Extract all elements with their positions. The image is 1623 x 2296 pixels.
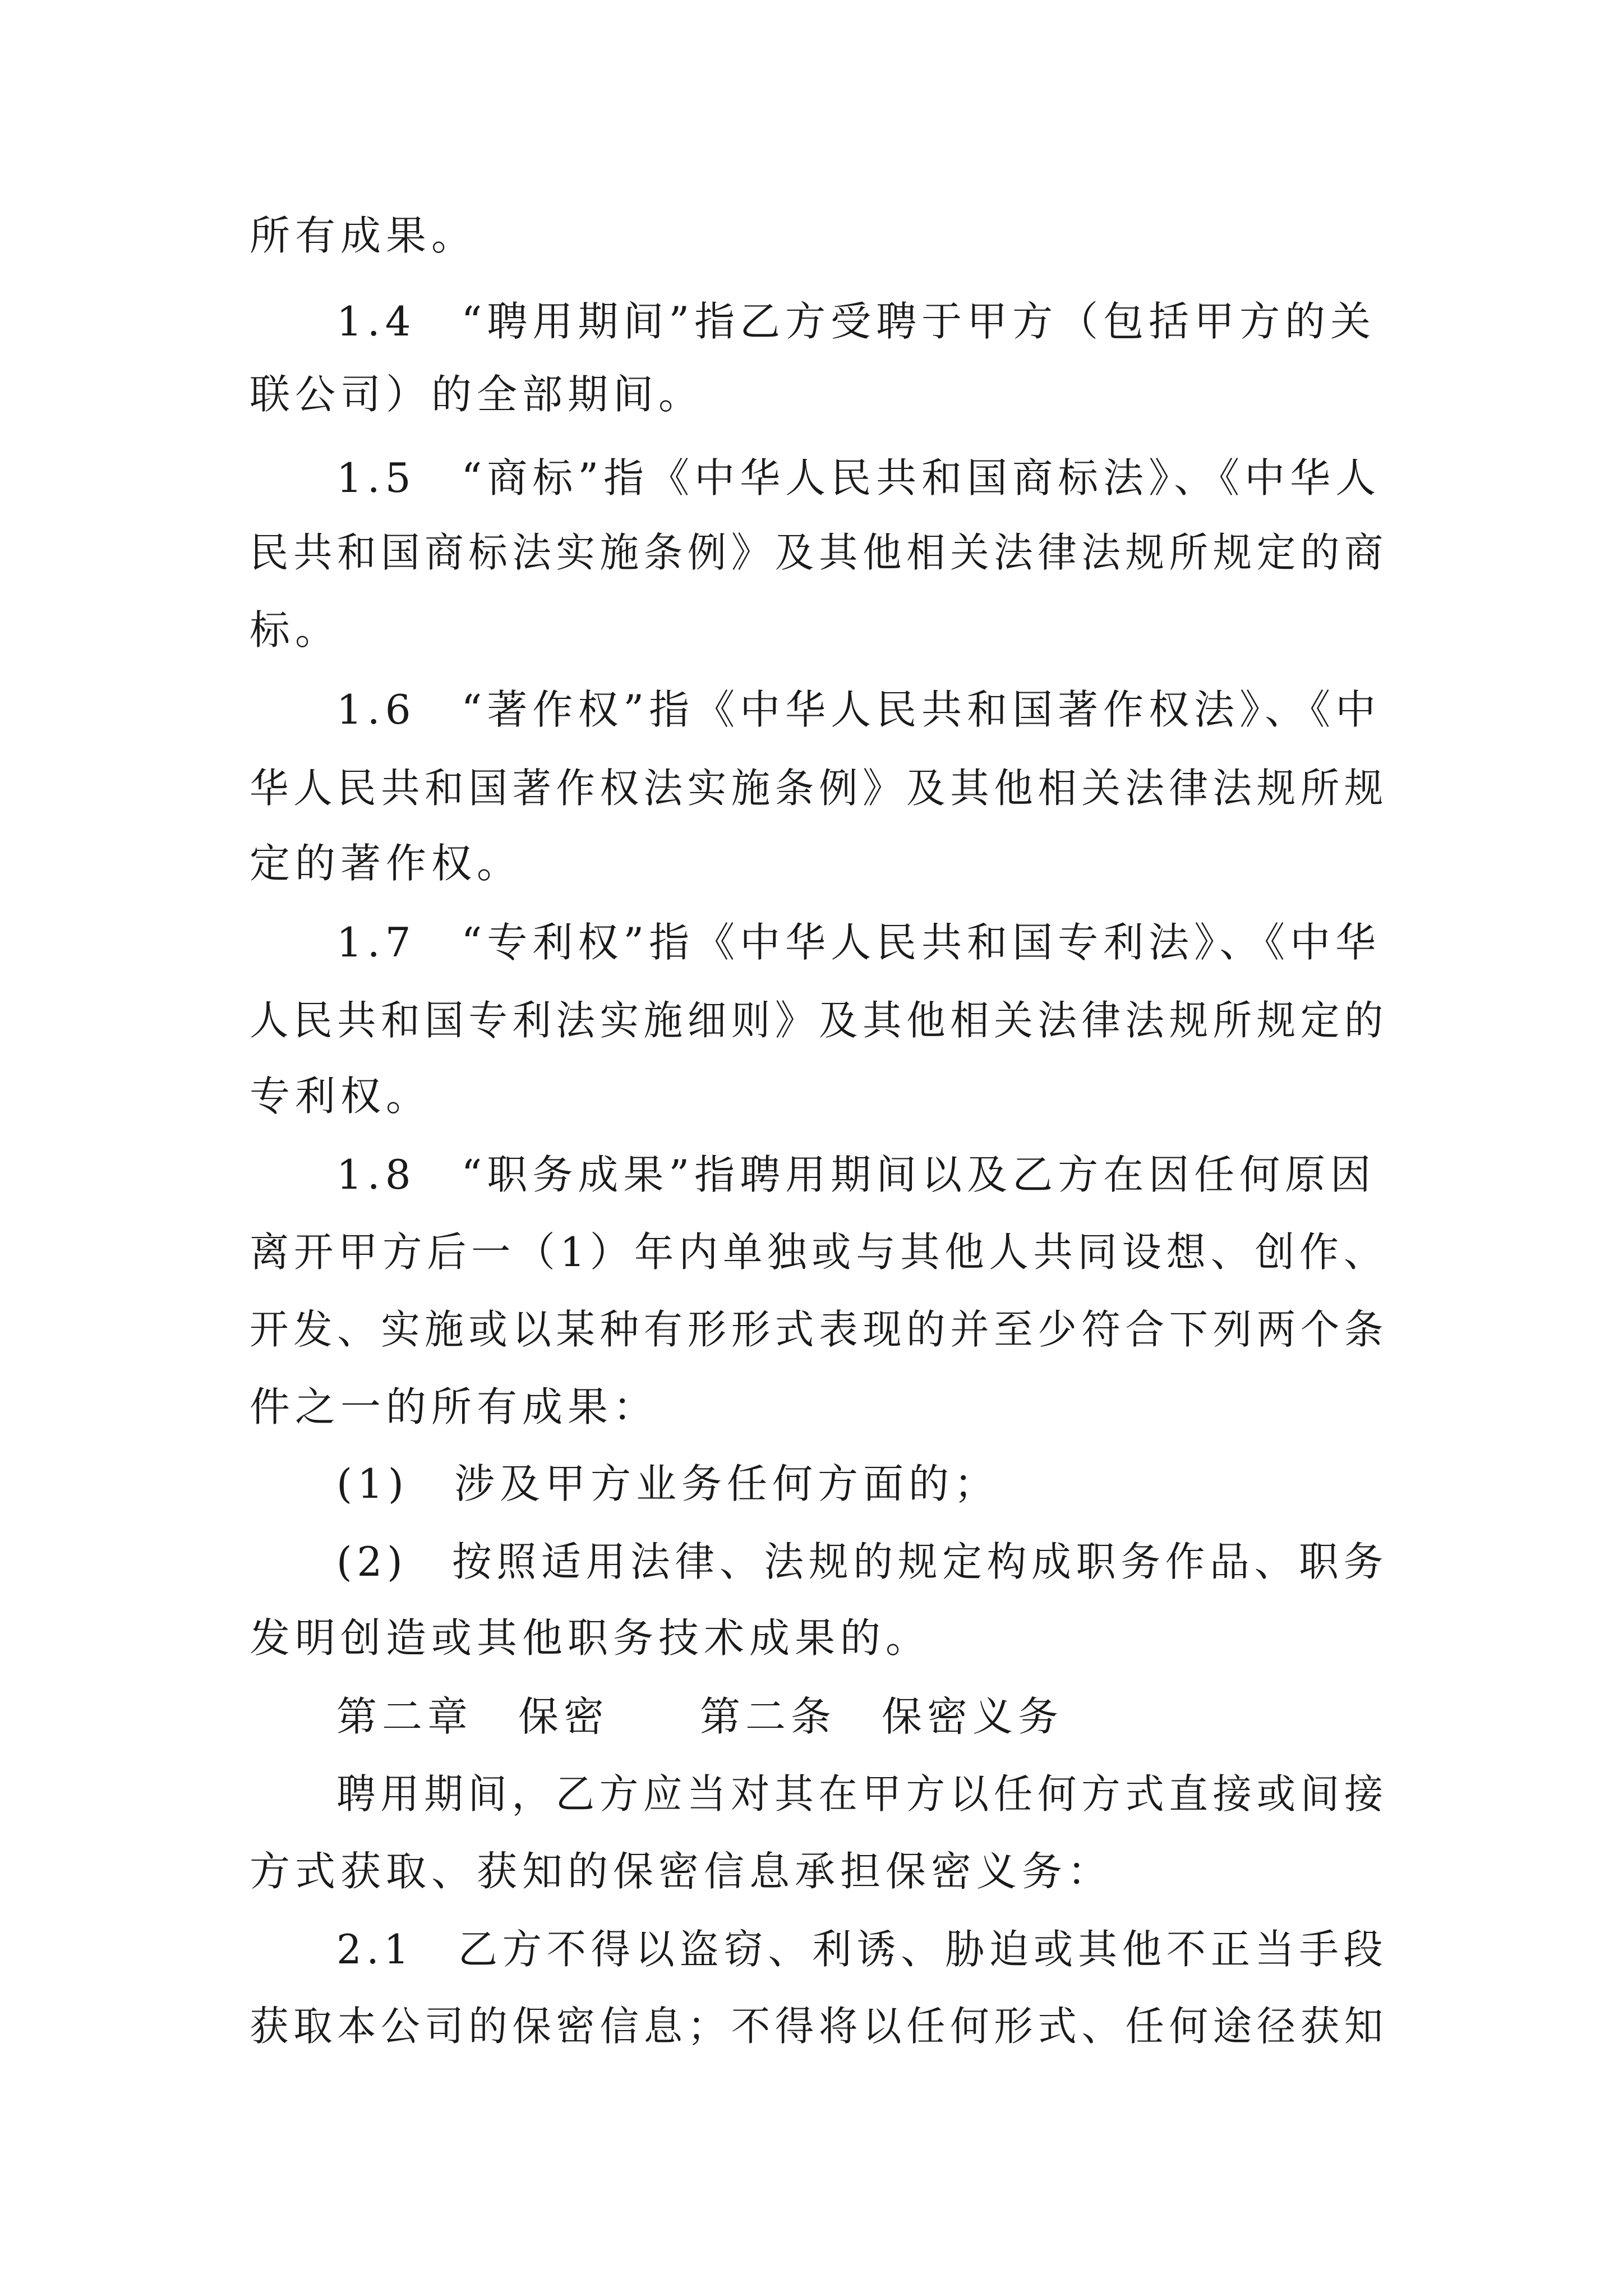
- text-line: 获取本公司的保密信息；不得将以任何形式、任何途径获知: [250, 2003, 1388, 2050]
- text-line: 发明创造或其他职务技术成果的。: [250, 1614, 932, 1662]
- section-heading: 第二章 保密 第二条 保密义务: [336, 1693, 1064, 1740]
- text-line: 1.6 “著作权”指《中华人民共和国著作权法》、《中: [336, 686, 1381, 733]
- list-item: (1) 涉及甲方业务任何方面的；: [336, 1460, 999, 1507]
- text-line: 1.7 “专利权”指《中华人民共和国专利法》、《中华: [336, 919, 1381, 966]
- text-line: 开发、实施或以某种有形形式表现的并至少符合下列两个条: [250, 1306, 1388, 1353]
- text-line: 所有成果。: [250, 212, 477, 259]
- text-line: 件之一的所有成果：: [250, 1383, 659, 1430]
- text-line: 专利权。: [250, 1073, 432, 1120]
- text-line: 1.5 “商标”指《中华人民共和国商标法》、《中华人: [336, 454, 1381, 501]
- text-line: 定的著作权。: [250, 840, 523, 887]
- text-line: 1.8 “职务成果”指聘用期间以及乙方在因任何原因: [336, 1151, 1376, 1198]
- text-line: 人民共和国专利法实施细则》及其他相关法律法规所规定的: [250, 997, 1388, 1044]
- text-line: 方式获取、获知的保密信息承担保密义务：: [250, 1848, 1113, 1895]
- text-line: 2.1 乙方不得以盗窃、利诱、胁迫或其他不正当手段: [336, 1926, 1388, 1973]
- text-line: 标。: [250, 606, 341, 654]
- text-line: 聘用期间，乙方应当对其在甲方以任何方式直接或间接: [336, 1770, 1389, 1818]
- text-line: 1.4 “聘用期间”指乙方受聘于甲方（包括甲方的关: [336, 298, 1376, 345]
- text-line: 联公司）的全部期间。: [250, 371, 704, 418]
- list-item: (2) 按照适用法律、法规的规定构成职务作品、职务: [336, 1538, 1389, 1585]
- text-line: 华人民共和国著作权法实施条例》及其他相关法律法规所规: [250, 765, 1388, 812]
- text-line: 离开甲方后一（1）年内单独或与其他人共同设想、创作、: [250, 1228, 1388, 1276]
- text-line: 民共和国商标法实施条例》及其他相关法律法规所规定的商: [250, 529, 1388, 576]
